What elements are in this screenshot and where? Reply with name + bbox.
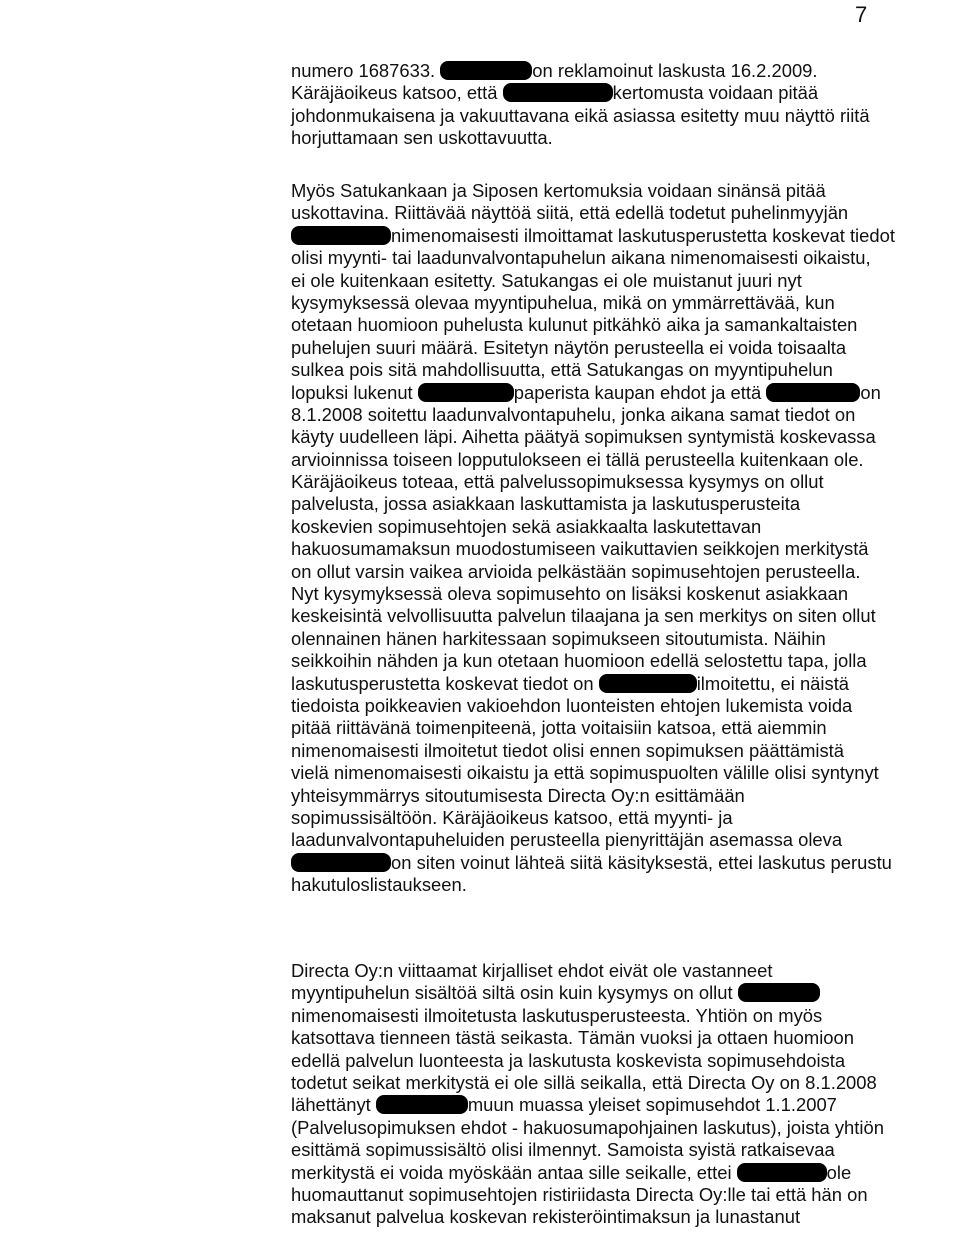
redaction-block [738,983,820,1002]
page-number: 7 [855,2,868,27]
text-run: lopuksi lukenut [291,381,418,403]
text-run: Directa Oy:n viittaamat kirjalliset ehdot eivät ole vastanneet [291,960,773,981]
text-line [291,292,960,314]
text-line [291,1094,960,1116]
text-run: kertomusta voidaan pitää [612,82,819,104]
text-run: hakuosumamaksun muodostumiseen vaikuttavien seikkojen merkitystä [291,538,869,560]
redaction-block [766,383,860,402]
text-run: on [860,381,881,403]
text-run: puhelujen suuri määrä. Esitetyn näytön perusteella ei voida toisaalta [291,336,847,358]
redaction-block [737,1163,827,1182]
text-line [291,717,960,739]
text-line [291,247,960,269]
text-run: tiedoista poikkeavien vakioehdon luonteisten ehtojen lukemista voida [291,694,853,716]
text-line [291,561,960,583]
text-run: koskevien sopimusehtojen sekä asiakkaalta laskutettavan [291,515,762,537]
text-run: uskottavina. Riittävää näyttöä siitä, että edellä todetut puhelinmyyjän [291,202,849,224]
paragraph-3 [291,960,960,1229]
text-line [291,270,960,292]
text-run: seikkoihin nähden ja kun otetaan huomioon edellä selostettu tapa, jolla [291,650,867,672]
text-run: laskutusperustetta koskevat tiedot on [291,672,599,694]
text-run: Käräjäoikeus katsoo, että [291,82,503,104]
redaction-block [503,83,613,102]
text-line [291,829,960,851]
text-run: nimenomaisesti ilmoitetut tiedot olisi ennen sopimuksen päättämistä [291,739,845,761]
text-line [291,695,960,717]
redaction-block [418,383,514,402]
text-line [291,359,960,381]
text-line [291,60,960,82]
text-run: vielä nimenomaisesti oikaistu ja että sopimuspuolten välille olisi syntynyt [291,762,879,784]
text-line [291,516,960,538]
text-run: merkitystä ei voida myöskään antaa sille seikalle, ettei [291,1161,737,1183]
text-run: 8.1.2008 soitettu laadunvalvontapuhelu, jonka aikana samat tiedot on [291,403,856,425]
text-run: otetaan huomioon puhelusta kulunut pitkähkö aika ja samankaltaisten [291,314,858,336]
text-line [291,1162,960,1184]
text-line [291,1206,960,1228]
text-run: maksanut palvelua koskevan rekisteröintimaksun ja lunastanut [291,1206,801,1228]
text-line [291,493,960,515]
text-line [291,960,960,982]
text-line [291,605,960,627]
text-line [291,180,960,202]
text-run: olennainen hänen harkitessaan sopimukseen sitoutumista. Näihin [291,627,826,649]
text-run: Nyt kysymyksessä oleva sopimusehto on lisäksi koskenut asiakkaan [291,583,849,605]
text-line [291,471,960,493]
text-run: numero 1687633. [291,60,441,81]
redaction-block [376,1095,468,1114]
text-run: katsottava tienneen tästä seikasta. Tämän vuoksi ja ottaen huomioon [291,1027,854,1049]
text-line [291,105,960,127]
text-line [291,225,960,247]
text-line [291,874,960,896]
text-run: huomauttanut sopimusehtojen ristiriidasta Directa Oy:lle tai että hän on [291,1183,868,1205]
text-run: palvelusta, jossa asiakkaan laskuttamista ja laskutusperusteita [291,493,801,515]
text-line [291,314,960,336]
text-run: pitää riittävänä toimenpiteenä, jotta voitaisiin katsoa, että aiemmin [291,717,827,739]
text-run: nimenomaisesti ilmoittamat laskutusperustetta koskevat tiedot [391,224,895,246]
paragraph-2 [291,180,960,897]
paragraph-1 [291,60,960,150]
text-run: keskeisintä velvollisuutta palvelun tilaajana ja sen merkitys on siten ollut [291,605,876,627]
text-line [291,449,960,471]
text-run: yhteisymmärrys sitoutumisesta Directa Oy:n esittämään [291,784,745,806]
redaction-block [291,226,391,245]
text-run: on ollut varsin vaikea arvioida pelkästään sopimusehtojen perusteella. [291,560,861,582]
text-run: esittämä sopimussisältö olisi ilmennyt. Samoista syistä ratkaisevaa [291,1139,835,1161]
redaction-block [291,853,391,872]
text-run: olisi myynti- tai laadunvalvontapuhelun aikana nimenomaisesti oikaistu, [291,247,871,269]
text-line [291,1072,960,1094]
redaction-block [599,674,697,693]
text-line [291,1184,960,1206]
text-line [291,1027,960,1049]
text-run: (Palvelusopimuksen ehdot - hakuosumapohjainen laskutus), joista yhtiön [291,1116,884,1138]
text-run: johdonmukaisena ja vakuuttavana eikä asiassa esitetty muu näyttö riitä [291,104,870,126]
text-line [291,1050,960,1072]
text-run: on reklamoinut laskusta 16.2.2009. [532,60,818,81]
text-line [291,1139,960,1161]
text-run: Myös Satukankaan ja Siposen kertomuksia voidaan sinänsä pitää [291,180,826,201]
text-line [291,650,960,672]
text-run: lähettänyt [291,1094,376,1116]
text-line [291,202,960,224]
text-line [291,583,960,605]
text-line [291,807,960,829]
text-line [291,426,960,448]
text-run: nimenomaisesti ilmoitetusta laskutusperusteesta. Yhtiön on myös [291,1004,823,1026]
text-run: ole [826,1161,852,1183]
text-run: todetut seikat merkitystä ei ole sillä seikalla, että Directa Oy on 8.1.2008 [291,1071,877,1093]
text-run: käyty uudelleen läpi. Aihetta päätyä sopimuksen syntymistä koskevassa [291,426,876,448]
text-run: Käräjäoikeus toteaa, että palvelussopimuksessa kysymys on ollut [291,471,824,493]
text-line [291,762,960,784]
text-run: kysymyksessä olevaa myyntipuhelua, mikä on ymmärrettävää, kun [291,291,835,313]
text-line [291,337,960,359]
redaction-block [440,61,532,80]
text-line [291,1005,960,1027]
text-line [291,382,960,404]
text-line [291,982,960,1004]
text-line [291,1117,960,1139]
text-run: sulkea pois sitä mahdollisuutta, että Satukangas on myyntipuhelun [291,359,833,381]
text-line [291,628,960,650]
text-line [291,82,960,104]
text-run: sopimussisältöön. Käräjäoikeus katsoo, että myynti- ja [291,806,733,828]
text-line [291,127,960,149]
text-line [291,538,960,560]
text-run: ei ole kuitenkaan esitetty. Satukangas ei ole muistanut juuri nyt [291,269,802,291]
text-line [291,852,960,874]
text-run: laadunvalvontapuheluiden perusteella pienyrittäjän asemassa oleva [291,829,843,851]
text-run: myyntipuhelun sisältöä siltä osin kuin kysymys on ollut [291,982,738,1004]
text-line [291,785,960,807]
text-run: edellä palvelun luonteesta ja laskutusta koskevista sopimusehdoista [291,1049,846,1071]
text-run: horjuttamaan sen uskottavuutta. [291,127,553,149]
text-run: paperista kaupan ehdot ja että [513,381,767,403]
text-run: on siten voinut lähteä siitä käsityksestä, ettei laskutus perustu [391,851,892,873]
text-line [291,673,960,695]
text-line [291,404,960,426]
text-run: muun muassa yleiset sopimusehdot 1.1.2007 [467,1094,837,1116]
text-run: arvioinnissa toiseen lopputulokseen ei tällä perusteella kuitenkaan ole. [291,448,864,470]
text-run: ilmoitettu, ei näistä [696,672,850,694]
text-run: hakutuloslistaukseen. [291,874,467,896]
text-line [291,740,960,762]
